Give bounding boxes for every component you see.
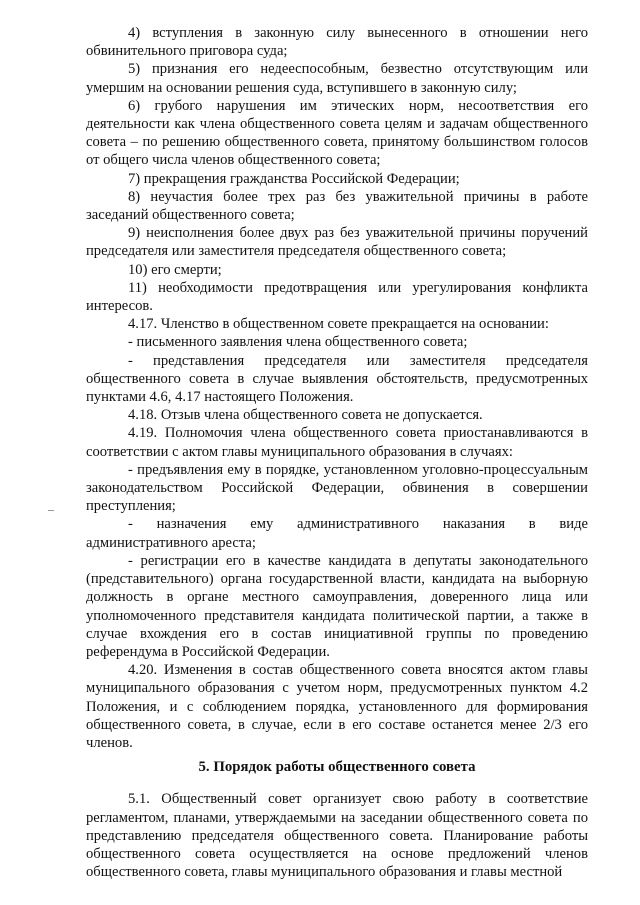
paragraph-4-19-dash-2: - назначения ему административного наказания в виде административного ареста; (86, 516, 588, 551)
paragraph-4-18: 4.18. Отзыв члена общественного совета не допускается. (128, 407, 483, 424)
paragraph-item-9: 9) неисполнения более двух раз без уважительной причины поручений председателя или заместителя председателя общественного совета; (86, 225, 588, 260)
paragraph-4-20: 4.20. Изменения в состав общественного совета вносятся актом главы муниципального образования с учетом норм, предусмотренных пунктом 4.2 Положения, и с соблюдением порядка, установленного для формирования общественного совета, в случае, если в его составе останется менее 2/3 его членов. (86, 662, 588, 751)
paragraph-4-17-dash-1: - письменного заявления члена общественного совета; (128, 334, 468, 351)
paragraph-5-1: 5.1. Общественный совет организует свою работу в соответствие регламентом, планами, утверждаемыми на заседании общественного совета по представлению председателя общественного совета. Планирование работы общественного совета осуществляется на основе предложений членов общественного совета, главы муниципального образования и главы местной (86, 791, 588, 881)
paragraph-item-11: 11) необходимости предотвращения или урегулирования конфликта интересов. (86, 279, 588, 315)
paragraph-item-7: 7) прекращения гражданства Российской Федерации; (128, 170, 460, 187)
paragraph-4-17-dash-2: - представления председателя или заместителя председателя общественного совета в случае выявления обстоятельств, предусмотренных пунктами 4.6, 4.17 настоящего Положения. (86, 352, 588, 406)
paragraph-item-5: 5) признания его недееспособным, безвестно отсутствующим или умершим на основании решения суда, вступившего в законную силу; (86, 61, 588, 96)
paragraph-item-10: 10) его смерти; (128, 261, 222, 278)
section-heading: 5. Порядок работы общественного совета (198, 759, 476, 776)
paragraph-4-19-dash-3: - регистрации его в качестве кандидата в депутаты законодательного (представительного) органа государственной власти, кандидата на выборную должность в органе местного самоуправления, доверенного лица или уполномоченного представителя кандидата политической партии, а также в случае вхождения его в состав инициативной группы по проведению референдума в Российской Федерации. (86, 552, 588, 660)
paragraph-item-8: 8) неучастия более трех раз без уважительной причины в работе заседаний общественного совета; (86, 188, 588, 224)
paragraph-4-19: 4.19. Полномочия члена общественного совета приостанавливаются в соответствии с актом главы муниципального образования в случаях: (86, 425, 588, 460)
document-page (86, 24, 588, 881)
paragraph-4-17: 4.17. Членство в общественном совете прекращается на основании: (128, 316, 549, 333)
paragraph-item-4: 4) вступления в законную силу вынесенного в отношении него обвинительного приговора суда; (86, 25, 588, 60)
margin-mark (48, 510, 54, 511)
paragraph-item-6: 6) грубого нарушения им этических норм, несоответствия его деятельности как члена общественного совета целям и задачам общественного совета – по решению общественного совета, принятому большинством голосов от общего числа членов общественного совета; (86, 97, 588, 169)
paragraph-4-19-dash-1: - предъявления ему в порядке, установленном уголовно-процессуальным законодательством Российской Федерации, обвинения в совершении преступления; (86, 461, 588, 515)
